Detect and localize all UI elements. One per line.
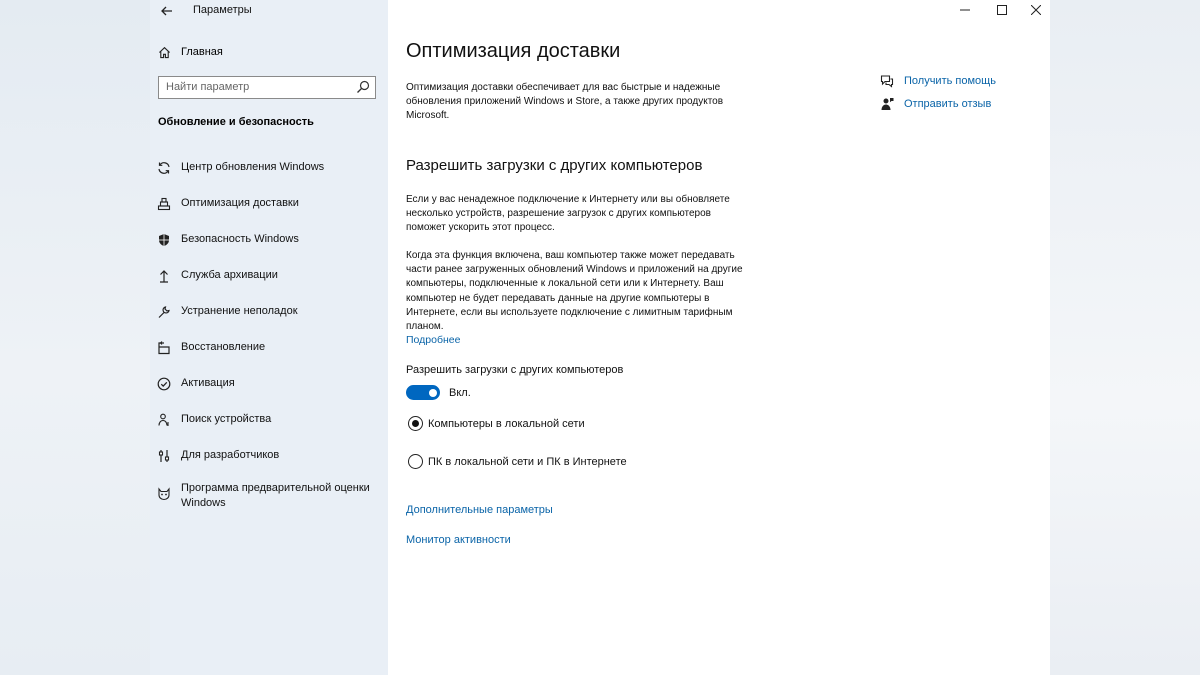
sidebar-item-label: Восстановление — [181, 341, 266, 353]
shield-icon — [157, 233, 171, 247]
allow-downloads-toggle[interactable] — [406, 385, 440, 400]
sidebar-item-insider-program[interactable] — [150, 481, 388, 511]
home-link[interactable] — [158, 43, 223, 61]
feedback-person-icon — [880, 97, 894, 111]
home-icon — [158, 46, 171, 59]
sidebar-item-label: Центр обновления Windows — [181, 161, 325, 173]
activity-monitor-link[interactable]: Монитор активности — [406, 534, 511, 546]
sidebar-item-find-device[interactable] — [150, 412, 388, 442]
toggle-state-label: Вкл. — [449, 387, 471, 399]
close-icon — [1031, 5, 1041, 15]
sidebar-item-label: Программа предварительной оценки Windows — [181, 482, 370, 509]
window-title: Параметры — [193, 4, 252, 16]
sidebar — [150, 0, 388, 675]
search-icon[interactable] — [356, 80, 370, 94]
checkmark-circle-icon — [157, 377, 171, 391]
learn-more-link[interactable]: Подробнее — [406, 334, 461, 346]
sidebar-item-backup[interactable] — [150, 268, 388, 298]
sidebar-item-delivery-optimization[interactable] — [150, 196, 388, 226]
back-arrow-icon — [161, 6, 173, 16]
help-chat-icon — [880, 74, 894, 88]
search-input[interactable] — [159, 77, 349, 97]
advanced-options-link[interactable]: Дополнительные параметры — [406, 504, 553, 516]
description-text-1: Если у вас ненадежное подключение к Интернету или вы обновляете несколько устройств, разрешение загрузок с других компьютеров поможет ускорить этот процесс. — [406, 194, 730, 234]
get-help-label: Получить помощь — [904, 75, 996, 87]
toggle-label: Разрешить загрузки с других компьютеров — [406, 364, 624, 376]
sidebar-item-label: Безопасность Windows — [181, 233, 299, 245]
send-feedback-link[interactable] — [880, 96, 991, 112]
sidebar-section-title: Обновление и безопасность — [158, 116, 314, 128]
toggle-knob — [429, 389, 437, 397]
intro-text: Оптимизация доставки обеспечивает для вас быстрые и надежные обновления приложений Windows и Store, а также других продуктов Microsoft. — [406, 82, 724, 122]
home-label: Главная — [181, 46, 223, 58]
desktop-background-left — [0, 0, 150, 675]
insider-cat-icon — [157, 487, 171, 501]
wrench-icon — [157, 305, 171, 319]
delivery-icon — [157, 197, 171, 211]
main-content — [388, 0, 1050, 675]
section-title: Разрешить загрузки с других компьютеров — [406, 157, 703, 174]
desktop-background-right — [1050, 0, 1200, 675]
sidebar-item-label: Оптимизация доставки — [181, 197, 299, 209]
sidebar-item-windows-update[interactable] — [150, 160, 388, 190]
get-help-link[interactable] — [880, 73, 996, 89]
radio-selected-dot — [412, 420, 419, 427]
minimize-icon — [960, 5, 970, 15]
refresh-icon — [157, 161, 171, 175]
sidebar-item-troubleshoot[interactable] — [150, 304, 388, 334]
sidebar-item-label: Поиск устройства — [181, 413, 272, 425]
sidebar-item-label: Устранение неполадок — [181, 305, 298, 317]
maximize-icon — [997, 5, 1007, 15]
close-button[interactable] — [1019, 0, 1053, 20]
sidebar-item-activation[interactable] — [150, 376, 388, 406]
person-location-icon — [157, 413, 171, 427]
settings-window — [150, 0, 1050, 675]
back-button[interactable] — [156, 2, 178, 20]
sidebar-item-label: Активация — [181, 377, 235, 389]
radio-label-local-and-internet: ПК в локальной сети и ПК в Интернете — [428, 456, 627, 468]
radio-label-local-network: Компьютеры в локальной сети — [428, 418, 585, 430]
minimize-button[interactable] — [948, 0, 982, 20]
sidebar-item-label: Служба архивации — [181, 269, 278, 281]
radio-local-network[interactable] — [408, 416, 423, 431]
sidebar-item-recovery[interactable] — [150, 340, 388, 370]
sidebar-item-developers[interactable] — [150, 448, 388, 478]
developer-sliders-icon — [157, 449, 171, 463]
radio-local-and-internet[interactable] — [408, 454, 423, 469]
maximize-button[interactable] — [985, 0, 1019, 20]
description-text-2: Когда эта функция включена, ваш компьютер также может передавать части ранее загруженных обновлений Windows и приложений на другие компьютеры, подключенные к локальной сети или к Интернету. Ваш компьютер не будет передавать данные на другие компьютеры в Интернете, если вы используете подключение с лимитным тарифным планом. — [406, 250, 743, 333]
sidebar-item-windows-security[interactable] — [150, 232, 388, 262]
page-title: Оптимизация доставки — [406, 40, 621, 62]
send-feedback-label: Отправить отзыв — [904, 98, 992, 110]
search-box[interactable] — [158, 76, 376, 99]
backup-arrow-icon — [157, 269, 171, 283]
sidebar-item-label: Для разработчиков — [181, 449, 280, 461]
recovery-icon — [157, 341, 171, 355]
